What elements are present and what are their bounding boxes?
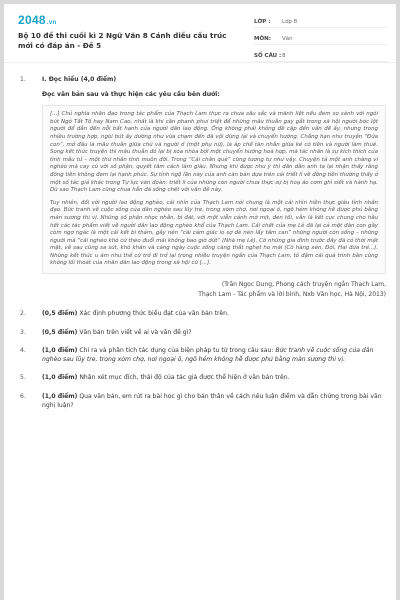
meta-count-label: SỐ CÂU :: [254, 52, 282, 59]
question-6: [20, 393, 386, 410]
question-number: 3.: [20, 328, 26, 336]
site-logo[interactable]: [18, 13, 56, 27]
meta-count-row: [254, 50, 388, 62]
logo-text: 2048: [18, 13, 46, 27]
document-header: [4, 4, 396, 63]
question-points: (0,5 điểm): [42, 328, 78, 336]
question-text: Chỉ ra và phân tích tác dụng của biện pháp tu từ trong câu sau:: [77, 347, 276, 355]
source-line-2: Thạch Lam - Tác phẩm và lời bình, Nxb Văn học, Hà Nội, 2013): [198, 291, 386, 299]
reading-passage: [42, 105, 386, 274]
meta-class-value: Lớp 8: [282, 18, 298, 25]
question-text: Qua văn bản, em rút ra bài học gì cho bản thân về cách nêu luận điểm và dẫn chứng trong bài văn nghị luận?: [42, 393, 382, 409]
passage-source: [42, 280, 386, 300]
section-title: I. Đọc hiểu (4,0 điểm): [42, 76, 117, 83]
question-quote: Bức tranh về cuộc sống của dân nghèo sau lũy tre, trong xóm chợ, nơi ngoại ô, ngõ hẻm không hề được phủ bằng màn sương thi vị.: [42, 347, 374, 363]
question-2: [20, 310, 386, 319]
question-points: (1,0 điểm): [42, 347, 78, 355]
question-number: 2.: [20, 310, 26, 318]
question-number: 1.: [20, 76, 26, 83]
meta-panel: [254, 16, 388, 67]
question-text: Văn bản trên viết về ai và vấn đề gì?: [77, 328, 192, 336]
meta-subject-value: Văn: [282, 35, 293, 42]
question-points: (1,0 điểm): [42, 374, 78, 382]
passage-paragraph-1: [...] Chủ nghĩa nhân đạo trong tác phẩm của Thạch Lam thực ra chưa sâu sắc và mãnh liệt nếu đem so sánh với ngòi bút Ngô Tất Tố hay Nam Cao, nhất là khi cần phanh phui triệt để những mâu thuẫn gay gắt trong xã hội người bóc lột người để dẫn đến nỗi bất hạnh của người dân lao động. Ông không phải không đề cập đến vấn đề ấy, nhưng trong nhiều trường hợp, ngòi bút ấy dường như vừa chạm đến đã vội dừng lại và chuyển hướng. Chẳng hạn như truyện “Đứa con”, mở đầu là mâu thuẫn giữa chủ và người ở (một phụ nữ), là áp chế tàn nhẫn giữa kẻ có tiền và người làm thuê. Song kết thúc truyện thì mâu thuẫn đó lại bị xóa nhòa bởi một chuyển hướng hoà hợp, mà tác nhân là sự kích thích của tình mẫu tử – một thứ nhân tính muôn đời. Trong “Cái chân què” cũng tương tự như vậy. Chuyện tả một anh chàng vì nghèo mà cay cú với số phận, quyết tâm cách làm giàu. Nhưng khi được như ý thì dần dần anh ta lại nhận thấy rằng đồng tiền không đem lại hạnh phúc. Sự tỉnh ngộ lần này của anh càn bản dựa trên cái triết lí về đồng tiền thường thấy ở một số tác giả khác trong Tự lực văn đoàn: triết lí của những con người chưa thực sự bị hoạ áo cơm ghì siết và hành hạ. Dù sao Thạch Lam cũng chưa hẳn đã sống chết với vấn đề này.: [50, 111, 378, 194]
meta-count-value: 8: [282, 52, 286, 59]
document-page: [4, 4, 396, 600]
question-4: [20, 347, 386, 364]
source-line-1: (Trần Ngọc Dung, Phong cách truyện ngắn Thạch Lam,: [221, 281, 386, 289]
question-points: (0,5 điểm): [42, 310, 78, 318]
question-3: [20, 329, 386, 338]
question-number: 5.: [20, 374, 26, 382]
question-list: [20, 76, 386, 410]
meta-subject-label: MÔN:: [254, 35, 271, 42]
document-title: Bộ 10 đề thi cuối kì 2 Ngữ Văn 8 Cánh diều cấu trúc mới có đáp án - Đề 5: [18, 31, 227, 50]
question-5: [20, 374, 386, 383]
instruction: Đọc văn bản sau và thực hiện các yêu cầu bên dưới:: [42, 90, 220, 98]
logo-suffix: .vn: [46, 20, 57, 26]
question-points: (1,0 điểm): [42, 393, 78, 401]
passage-paragraph-2: Tuy nhiên, đối với người lao động nghèo, cái nhìn của Thạch Lam nói chung là một cái nhìn hiền thực giàu tình nhân đạo. Bức tranh về cuộc sống của dân nghèo sau lũy tre, trong xóm chợ, nơi ngoại ô, ngõ hẻm không hề được phủ bằng màn sương thi vị. Những số phận nhọc nhằn, bi đát, với một viễn cảnh mờ mịt, đen tối, vẫn là kết cục chung cho hầu hết các tác phẩm viết về người dân lao động nghèo khổ của Thạch Lam. Cái chết của mẹ Lê đã lại cả một đàn con gầy còm ngơ ngác là một cái kết bi thảm, gây nên “cái cảm giác lo sợ đè nén lấy tâm can” những người còn sống – những người mà “cái nghèo khó cứ theo đuổi mãi không bao giờ dứt” (Nhà mẹ Lê). Cô những gia đình trước đây đã có thời mặt mặt, về sau cũng sa sút, khó khăn và càng ngày cuộc sống càng thắt nghẹt ho mãi (Cô hàng xén, Đói, Hai đứa trẻ...). Những kết thúc u ám như thế cứ trở đi trở lại trong nhiều truyện ngắn của Thạch Lam, tô đậm cái quá trình bần cùng không lối thoát của nhân dân lao động trong xã hội cũ [...].: [50, 199, 378, 267]
question-text: Xác định phương thức biểu đạt của văn bản trên.: [77, 310, 229, 318]
question-text: Nhận xét mục đích, thái độ của tác giả được thể hiện ở văn bản trên.: [77, 374, 290, 382]
question-number: 4.: [20, 347, 26, 355]
meta-class-label: LỚP :: [254, 18, 271, 25]
meta-class-row: [254, 16, 388, 28]
question-1: [20, 76, 386, 300]
question-number: 6.: [20, 393, 26, 401]
meta-subject-row: [254, 33, 388, 45]
